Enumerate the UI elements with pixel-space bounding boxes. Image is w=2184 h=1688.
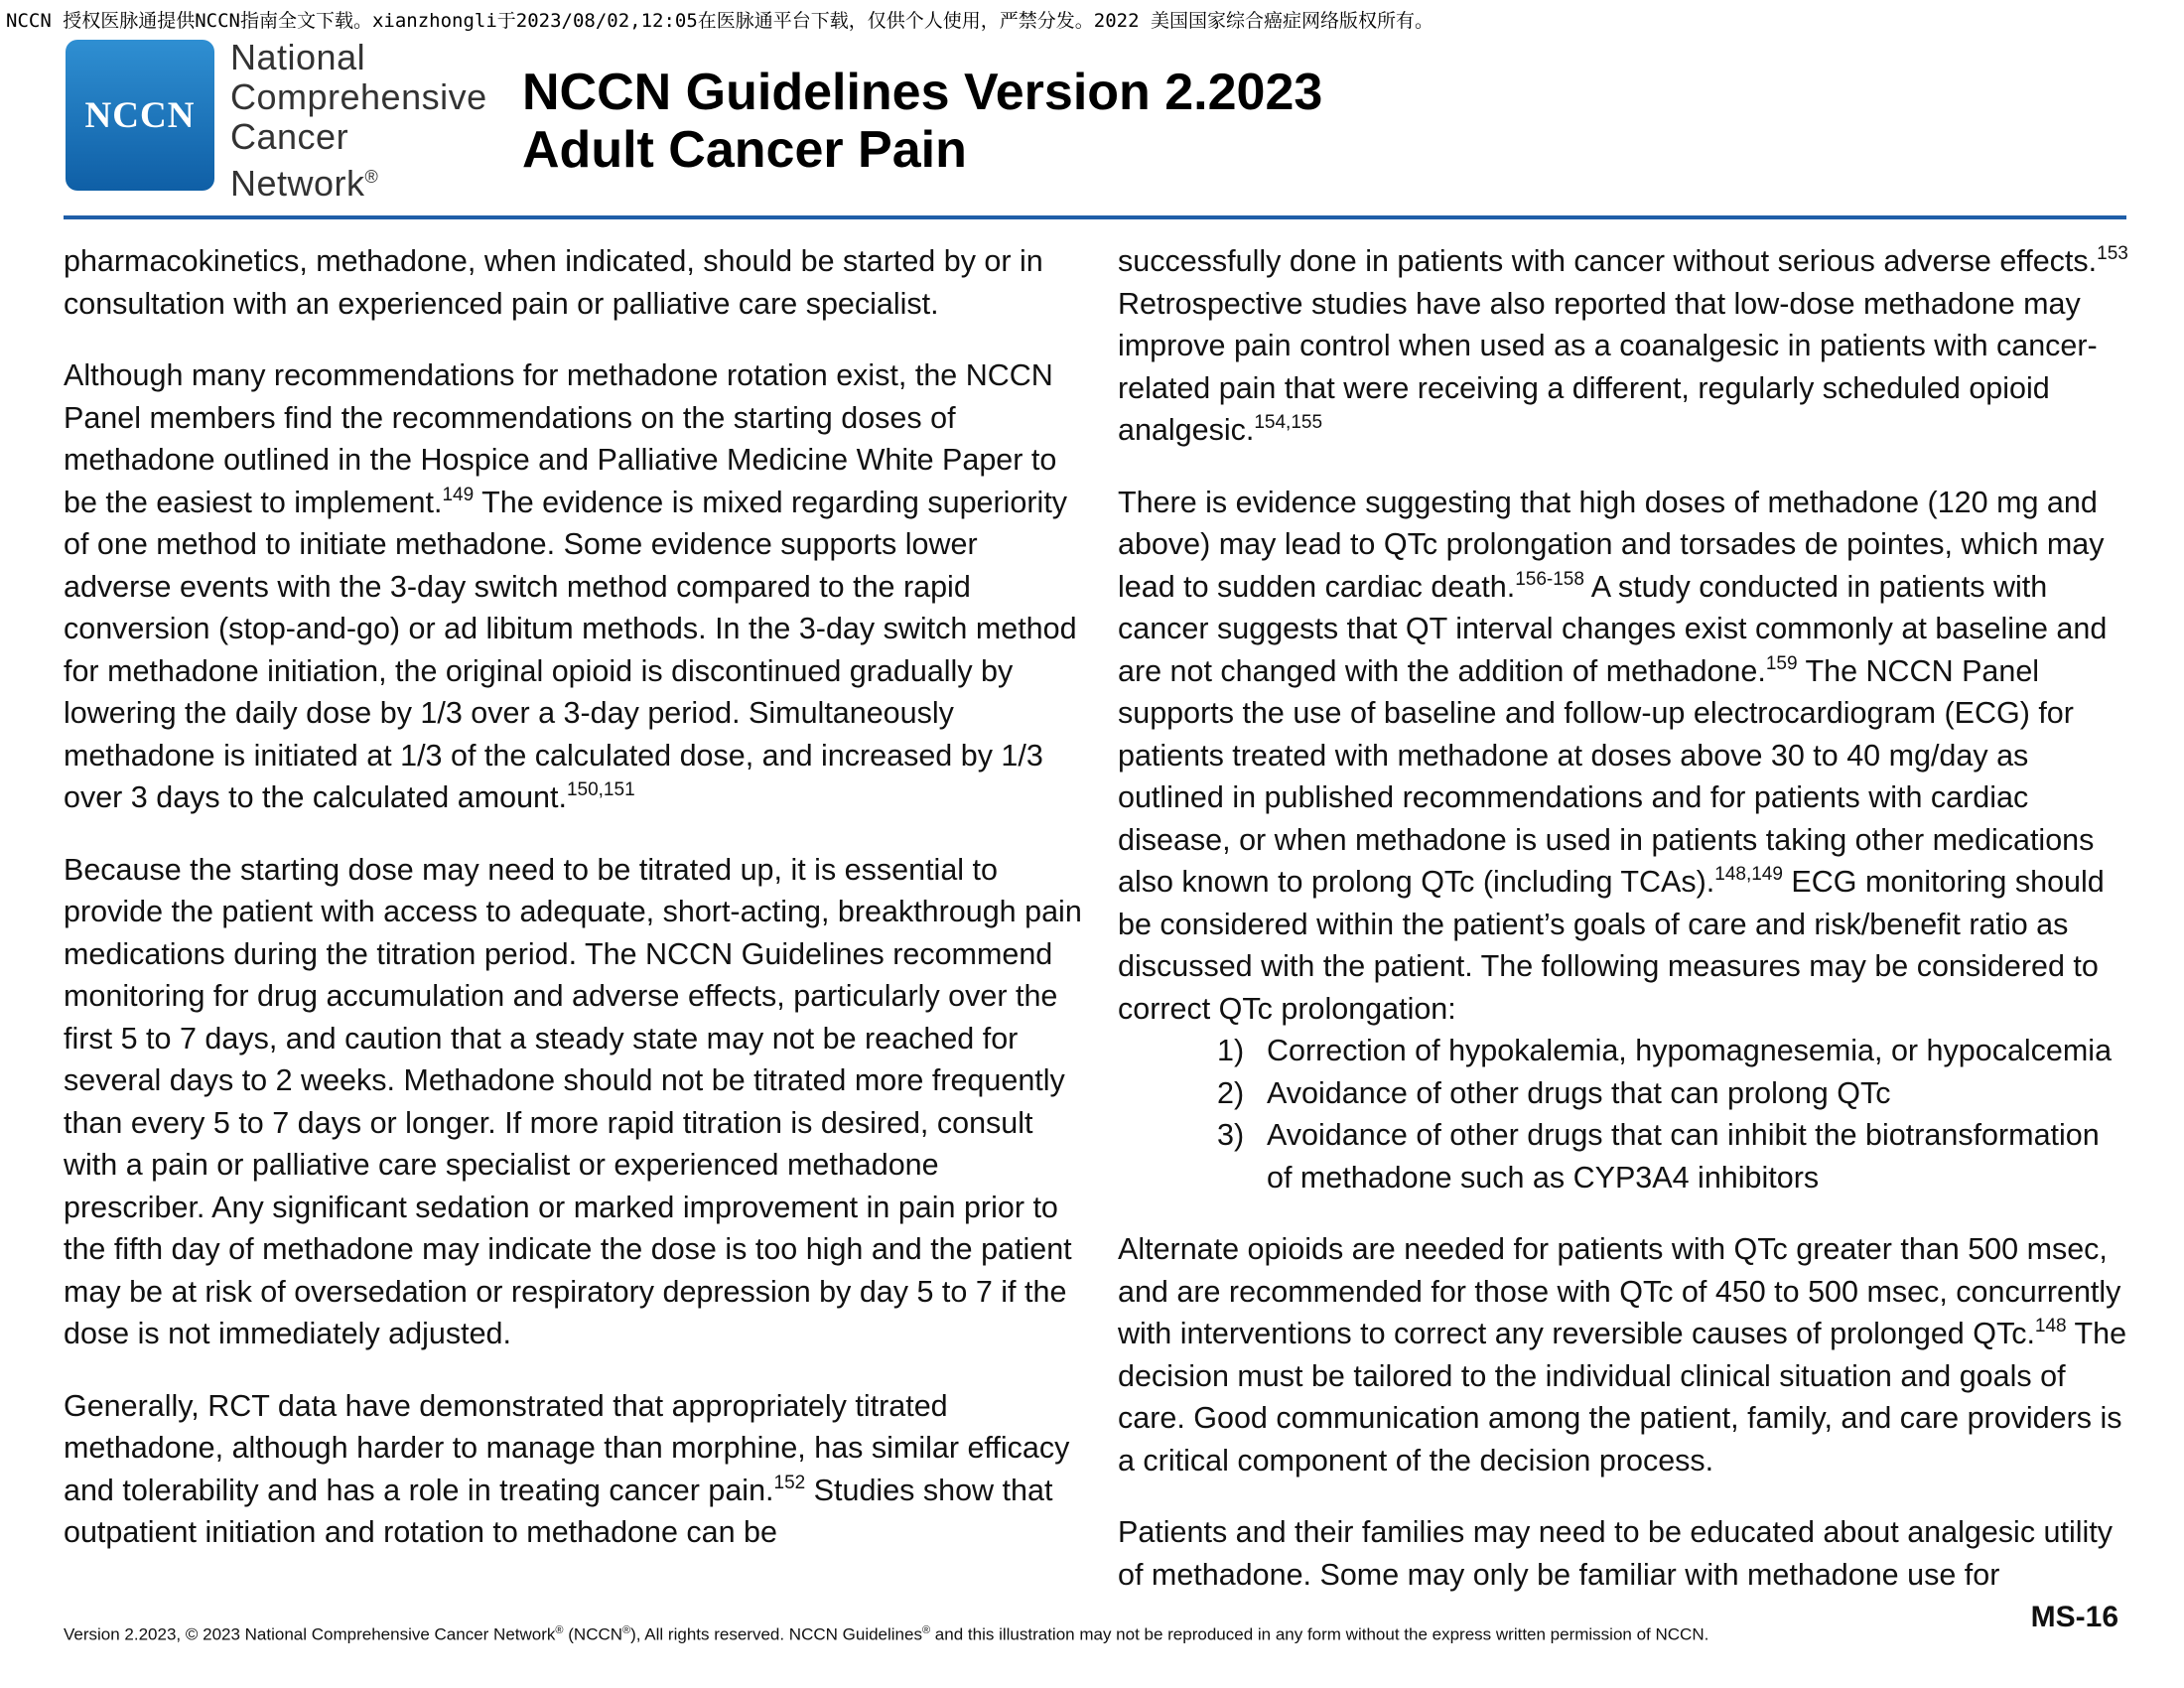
title-line-1: NCCN Guidelines Version 2.2023: [522, 64, 1323, 121]
paragraph: Alternate opioids are needed for patients with QTc greater than 500 msec, and are recommended for those with QTc of 450 to 500 msec, concurrently with interventions to correct any reversible causes of prolonged QTc.$^{148}$ The decision must be tailored to the individual clinical situation and goals of care. Good communication among the patient, family, and care providers is a critical component of the decision process.: [1118, 1232, 2127, 1477]
page-title: [522, 64, 1322, 179]
paragraph: Generally, RCT data have demonstrated that appropriately titrated methadone, although harder to manage than morphine, has similar efficacy and tolerability and has a role in treating cancer pain.$^{152}$ Studies show that outpatient initiation and rotation to methadone can be: [64, 1388, 1070, 1549]
paragraph: successfully done in patients with cancer without serious adverse effects.$^{153}$ Retrospective studies have also reported that low-dose methadone may improve pain control when used as a coanalgesic in patients with cancer-related pain that were receiving a different, regularly scheduled opioid analgesic.$^{154,155}$: [1118, 243, 2128, 447]
org-line-3: Cancer: [230, 116, 349, 157]
paragraph: Because the starting dose may need to be titrated up, it is essential to provide the patient with access to adequate, short-acting, breakthrough pain medications during the titration period. The NCCN Guidelines recommend monitoring for drug accumulation and adverse effects, particularly over the first 5 to 7 days, and caution that a steady state may not be reached for several days to 2 weeks. Methadone should not be titrated more frequently than every 5 to 7 days or longer. If more rapid titration is desired, consult with a pain or palliative care specialist or experienced methadone prescriber. Any significant sedation or marked improvement in pain prior to the fifth day of methadone may indicate the dose is too high and the patient may be at risk of oversedation or respiratory depression by day 5 to 7 if the dose is not immediately adjusted.: [64, 852, 1082, 1350]
paragraph: Patients and their families may need to be educated about analgesic utility of methadone. Some may only be familiar with methadone use for: [1118, 1515, 2114, 1592]
reference: 150,151: [566, 779, 635, 800]
logo-text: NCCN: [84, 94, 196, 136]
org-line-4: Network®: [230, 163, 379, 204]
nccn-logo: [66, 40, 214, 191]
reference: 152: [773, 1472, 806, 1493]
download-watermark: NCCN 授权医脉通提供NCCN指南全文下载。xianzhongli于2023/08/02,12:05在医脉通平台下载，仅供个人使用，严禁分发。2022 美国国家综合癌症网络版权所有。: [6, 10, 1434, 32]
paragraph: Although many recommendations for methadone rotation exist, the NCCN Panel members find the recommendations on the starting doses of methadone outlined in the Hospice and Palliative Medicine White Paper to be the easiest to implement.$^{149}$ The evidence is mixed regarding superiority of one method to initiate methadone. Some evidence supports lower adverse events with the 3-day switch method compared to the rapid conversion (stop-and-go) or ad libitum methods. In the 3-day switch method for methadone initiation, the original opioid is discontinued gradually by lowering the daily dose by 1/3 over a 3-day period. Simultaneously methadone is initiated at 1/3 of the calculated dose, and increased by 1/3 over 3 days to the calculated amount.$^{150,151}$: [64, 358, 1077, 814]
list-item: 3) Avoidance of other drugs that can inhibit the biotransformation of methadone such as CYP3A4 inhibitors: [1217, 1118, 2100, 1195]
list-item: 1) Correction of hypokalemia, hypomagnesemia, or hypocalcemia: [1217, 1034, 2113, 1067]
page-number: MS-16: [2030, 1601, 2118, 1633]
organization-name: [230, 38, 487, 204]
right-column: [1118, 240, 2130, 1625]
copyright-footer: Version 2.2023, © 2023 National Comprehensive Cancer Network® (NCCN®), All rights reserved. NCCN Guidelines® and this illustration may not be reproduced in any form without the express written permission of NCCN.: [64, 1624, 1709, 1644]
header-divider: [64, 215, 2126, 219]
reference: 159: [1765, 652, 1798, 674]
list-item: 2) Avoidance of other drugs that can prolong QTc: [1217, 1075, 1891, 1110]
registered-mark: ®: [364, 167, 379, 187]
title-line-2: Adult Cancer Pain: [522, 121, 967, 179]
reference: 156-158: [1515, 568, 1584, 590]
org-line-2: Comprehensive: [230, 76, 487, 117]
left-column: [64, 240, 1086, 1584]
reference: 148: [2034, 1316, 2067, 1336]
paragraph: There is evidence suggesting that high doses of methadone (120 mg and above) may lead to QTc prolongation and torsades de pointes, which may lead to sudden cardiac death.$^{156-158}$ A study conducted in patients with cancer suggests that QT interval changes exist commonly at baseline and are not changed with the addition of methadone.$^{159}$ The NCCN Panel supports the use of baseline and follow-up electrocardiogram (ECG) for patients treated with methadone at doses above 30 to 40 mg/day as outlined in published recommendations and for patients with cardiac disease, or when methadone is used in patients taking other medications also known to prolong QTc (including TCAs).$^{148,149}$ ECG monitoring should be considered within the patient’s goals of care and risk/benefit ratio as discussed with the patient. The following measures may be considered to correct QTc prolongation:: [1118, 485, 2108, 1026]
org-line-1: National: [230, 37, 366, 77]
reference: 148,149: [1714, 864, 1783, 885]
paragraph: pharmacokinetics, methadone, when indicated, should be started by or in consultation with an experienced pain or palliative care specialist.: [64, 244, 1043, 321]
qtc-measures-list: [1118, 1030, 2130, 1198]
reference: 153: [2097, 243, 2128, 264]
reference: 154,155: [1254, 412, 1323, 433]
reference: 149: [442, 484, 475, 505]
